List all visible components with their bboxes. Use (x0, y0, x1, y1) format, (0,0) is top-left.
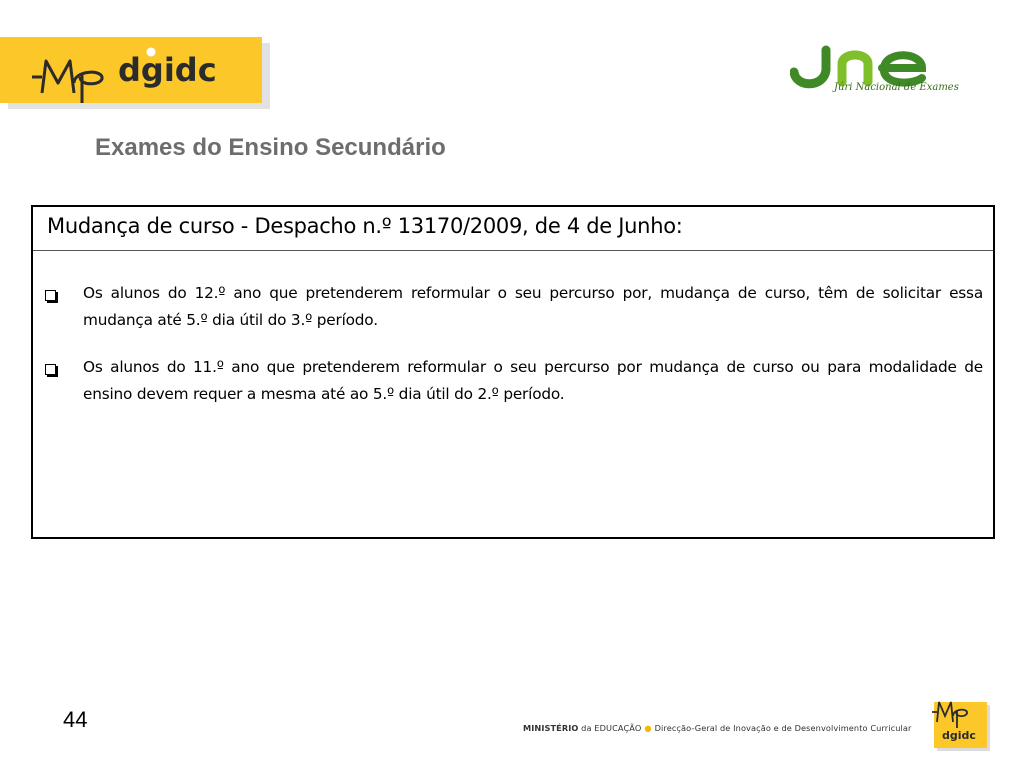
jne-subtitle: Júri Nacional de Exames (834, 82, 959, 93)
list-item-text: Os alunos do 12.º ano que pretenderem reformular o seu percurso por, mudança de curso, têm de solicitar essa mudança até 5.º dia útil do 3.º período. (83, 284, 983, 329)
ministry-rest: da EDUCAÇÃO (578, 723, 642, 733)
bullet-list (33, 251, 993, 408)
small-dgidc-logo (930, 698, 985, 746)
box-title: Mudança de curso - Despacho n.º 13170/2009, de 4 de Junho: (33, 207, 993, 251)
list-item (45, 360, 983, 408)
page-heading: Exames do Ensino Secundário (95, 134, 446, 161)
list-item-text: Os alunos do 11.º ano que pretenderem reformular o seu percurso por mudança de curso ou para modalidade de ensino devem requer a mesma até ao 5.º dia útil do 2.º período. (83, 358, 983, 403)
footer-ministry-text (523, 723, 911, 733)
dgidc-logo (0, 37, 262, 103)
small-me-logo-icon (930, 698, 985, 732)
separator-dot-icon: ● (644, 723, 652, 733)
dgidc-logo-text: dgidc (118, 51, 217, 89)
checkbox-bullet-icon (45, 290, 56, 301)
small-logo-text: dgidc (942, 729, 976, 742)
jne-logo (790, 44, 960, 100)
me-logo-icon (30, 43, 120, 105)
page-number: 44 (63, 707, 88, 732)
directorate-label: Direcção-Geral de Inovação e de Desenvolvimento Curricular (654, 723, 912, 733)
ministry-label: MINISTÉRIO (523, 723, 579, 733)
content-box (31, 205, 995, 539)
list-item (45, 286, 983, 334)
checkbox-bullet-icon (45, 364, 56, 375)
